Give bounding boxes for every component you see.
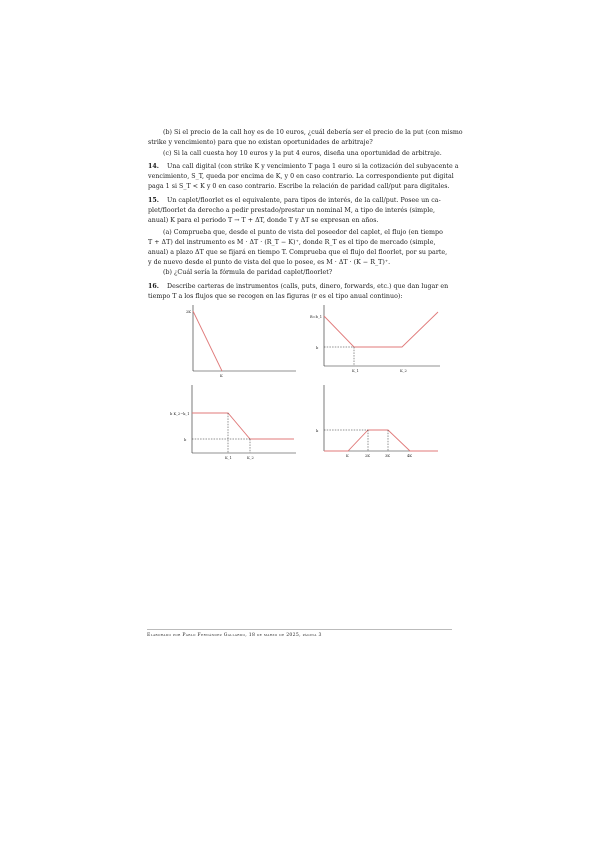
payoff-line [192, 413, 294, 439]
y-tick-label: b K_2−k_1 [170, 412, 190, 416]
y-tick-label: B=b_1 [310, 315, 323, 319]
payoff-line [324, 312, 438, 347]
y-tick-label: b [184, 438, 187, 442]
page-footer: Elaborado por Pablo Fernández Gallardo, 18 de marzo de 2025, página 3 [147, 633, 322, 638]
text-line: (a) Comprueba que, desde el punto de vista del poseedor del caplet, el flujo (en tiempo [163, 229, 443, 236]
text-line: strike y vencimiento) para que no existan oportunidades de arbitraje? [148, 139, 373, 146]
x-tick-label: K_2 [400, 369, 407, 373]
x-tick-label: 3K [385, 454, 390, 458]
text-line: (b) Si el precio de la call hoy es de 10 euros, ¿cuál debería ser el precio de la put (con mismo [163, 129, 463, 136]
text-line: anual) a plazo ΔT que se fijará en tiempo T. Comprueba que el flujo del floorlet, por su parte, [148, 249, 448, 256]
problem-number: 15. [148, 197, 160, 204]
x-tick-label: K [220, 374, 223, 378]
payoff-figure-1 [186, 305, 296, 381]
y-tick-label: k [316, 429, 319, 433]
text-line: Describe carteras de instrumentos (calls, puts, dinero, forwards, etc.) que dan lugar en [167, 283, 449, 290]
x-tick-label: K_1 [352, 369, 359, 373]
text-line: y de nuevo desde el punto de vista del que lo posee, es M · ΔT · (K − R_T)⁺. [148, 259, 391, 266]
x-tick-label: 4K [407, 454, 412, 458]
text-line: (b) ¿Cuál sería la fórmula de paridad caplet/floorlet? [163, 269, 333, 276]
y-tick-label: b [316, 346, 319, 350]
payoff-figure-4 [312, 385, 438, 465]
footer-divider [147, 629, 452, 630]
text-line: Una call digital (con strike K y vencimiento T paga 1 euro si la cotización del subyacente a [167, 163, 459, 170]
text-line: tiempo T a los flujos que se recogen en las figuras (r es el tipo anual continuo): [148, 293, 403, 300]
text-line: anual) K para el periodo T → T + ΔT, donde T y ΔT se expresan en años. [148, 217, 379, 224]
text-line: vencimiento, S_T, queda por encima de K, y 0 en caso contrario. La correspondiente put digital [148, 173, 454, 180]
x-tick-label: K [346, 454, 349, 458]
text-line: paga 1 si S_T < K y 0 en caso contrario. Escribe la relación de paridad call/put para digitales. [148, 183, 450, 190]
payoff-line [324, 430, 438, 451]
payoff-line [193, 311, 222, 371]
text-line: T + ΔT) del instrumento es M · ΔT · (R_T − K)⁺, donde R_T es el tipo de mercado (simple, [148, 239, 436, 246]
x-tick-label: K_2 [247, 456, 254, 460]
problem-number: 14. [148, 163, 160, 170]
payoff-figure-3 [170, 385, 296, 465]
text-line: Un caplet/floorlet es el equivalente, para tipos de interés, de la call/put. Posee un ca- [167, 197, 441, 204]
y-tick-label: 2K [186, 310, 191, 314]
x-tick-label: 2K [365, 454, 370, 458]
x-tick-label: K_1 [225, 456, 232, 460]
problem-number: 16. [148, 283, 160, 290]
text-line: plet/floorlet da derecho a pedir prestado/prestar un nominal M, a tipo de interés (simple, [148, 207, 436, 214]
text-line: (c) Si la call cuesta hoy 10 euros y la put 4 euros, diseña una oportunidad de arbitraje. [163, 150, 442, 157]
payoff-figure-2 [310, 305, 440, 381]
